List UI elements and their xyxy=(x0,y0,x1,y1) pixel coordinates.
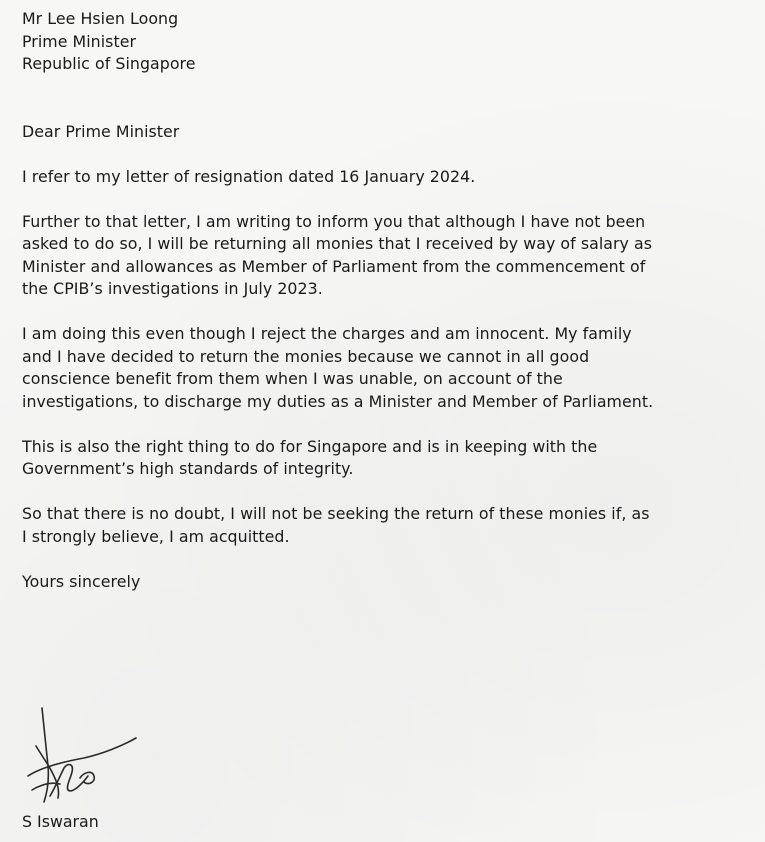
paragraph-4 xyxy=(22,436,757,481)
paragraph-line: I strongly believe, I am acquitted. xyxy=(22,526,290,546)
paragraph-5 xyxy=(22,503,757,548)
paragraph-2 xyxy=(22,211,757,301)
paragraph-line: investigations, to discharge my duties as a Minister and Member of Parliament. xyxy=(22,391,654,411)
paragraph-line: I refer to my letter of resignation dated 16 January 2024. xyxy=(22,166,476,186)
paragraph-3 xyxy=(22,323,757,413)
salutation: Dear Prime Minister xyxy=(22,121,180,141)
paragraph-line: Further to that letter, I am writing to inform you that although I have not been xyxy=(22,211,646,231)
paragraph-line: Minister and allowances as Member of Parliament from the commencement of xyxy=(22,256,646,276)
paragraph-1 xyxy=(22,166,757,189)
paragraph-line: So that there is no doubt, I will not be seeking the return of these monies if, as xyxy=(22,504,650,523)
paragraph-line: and I have decided to return the monies because we cannot in all good xyxy=(22,346,590,366)
closing: Yours sincerely xyxy=(22,571,141,591)
paragraph-line: This is also the right thing to do for Singapore and is in keeping with the xyxy=(22,436,598,456)
addressee-country: Republic of Singapore xyxy=(22,54,196,73)
paragraph-line: asked to do so, I will be returning all monies that I received by way of salary as xyxy=(22,234,653,253)
addressee-title: Prime Minister xyxy=(22,31,137,51)
addressee-name: Mr Lee Hsien Loong xyxy=(22,9,179,28)
paragraph-line: conscience benefit from them when I was unable, on account of the xyxy=(22,369,563,388)
signer-name: S Iswaran xyxy=(22,812,99,831)
paragraph-line: I am doing this even though I reject the charges and am innocent. My family xyxy=(22,324,632,343)
paragraph-line: the CPIB’s investigations in July 2023. xyxy=(22,279,323,298)
handwritten-signature xyxy=(22,706,142,806)
letter-body xyxy=(22,8,757,593)
paragraph-line: Government’s high standards of integrity. xyxy=(22,459,354,478)
